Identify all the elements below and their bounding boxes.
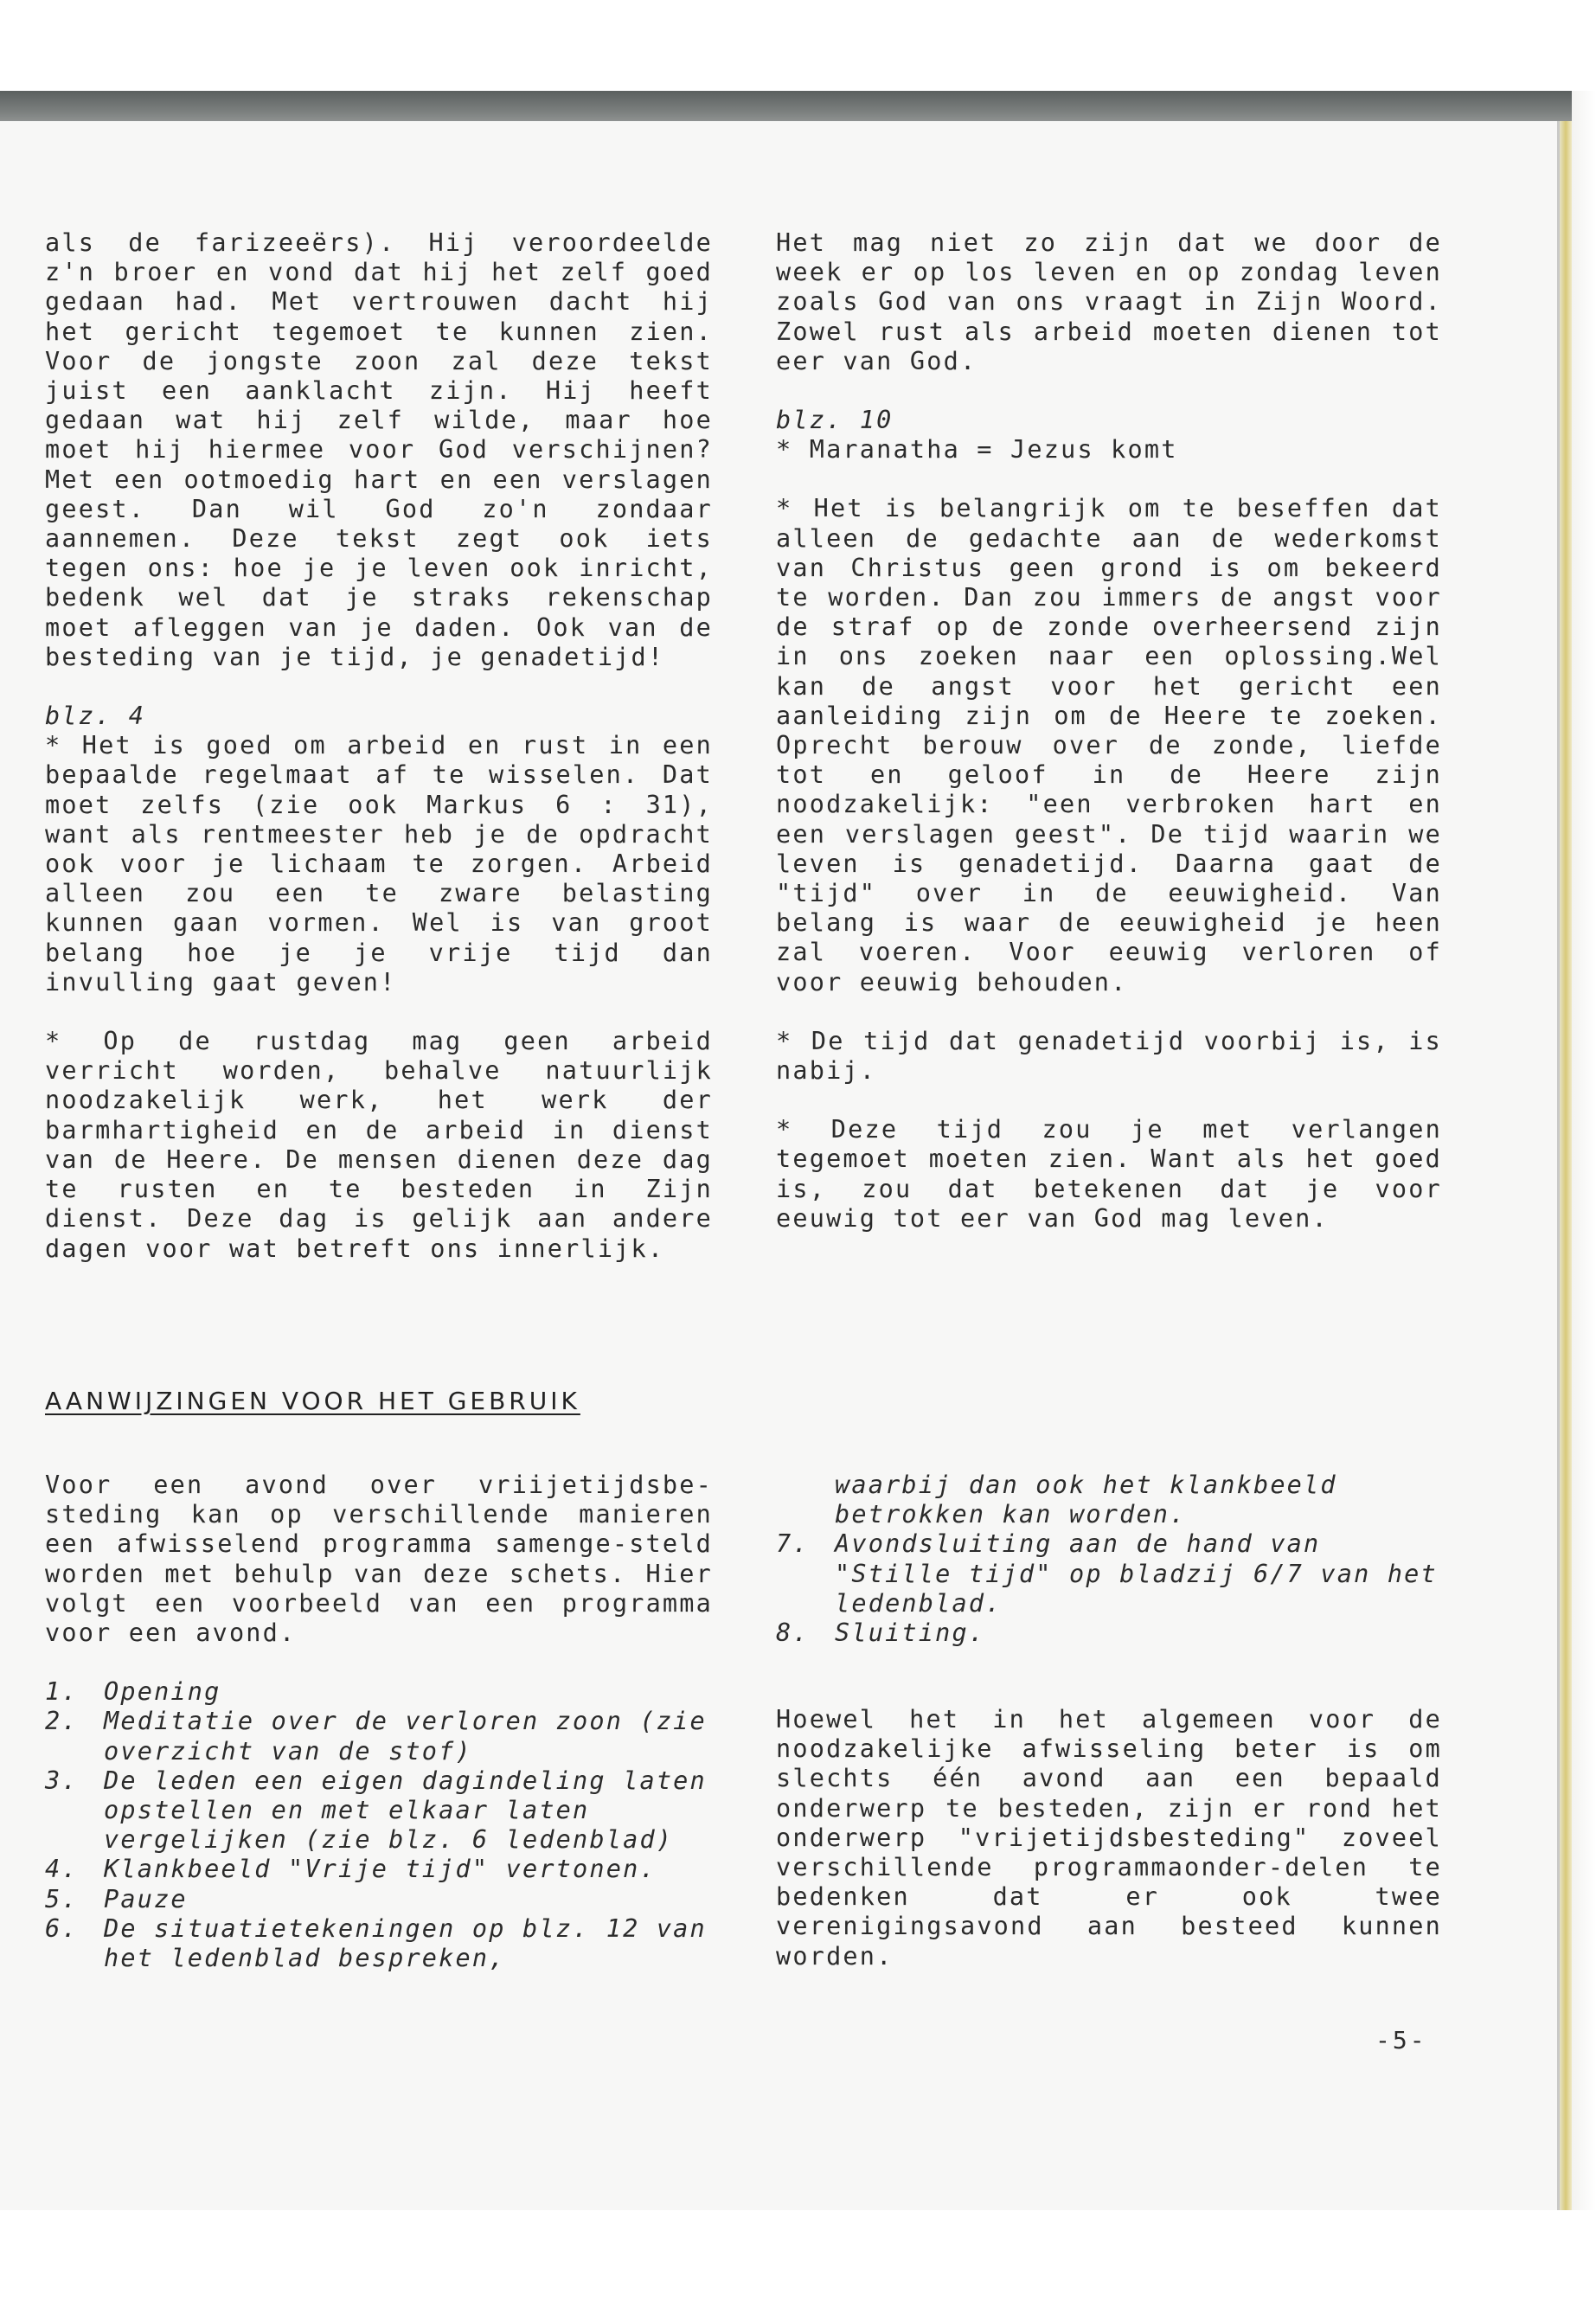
right-column <box>776 228 1442 1263</box>
section-ref: blz. 10 <box>776 406 894 435</box>
section-ref: blz. 4 <box>45 702 146 731</box>
program-list <box>45 1677 713 1973</box>
list-item: 7. Avondsluiting aan de hand van "Stille tijd" op bladzij 6/7 van het ledenblad. <box>776 1529 1438 1618</box>
program-column-right <box>776 1471 1442 1648</box>
list-item: 6. De situatietekeningen op blz. 12 van het ledenblad bespreken, <box>45 1913 707 1973</box>
list-item: 1. Opening <box>45 1677 221 1707</box>
list-item: 8. Sluiting. <box>776 1618 986 1648</box>
section-heading: AANWIJZINGEN VOOR HET GEBRUIK <box>45 1387 580 1415</box>
list-item: 4. Klankbeeld "Vrije tijd" vertonen. <box>45 1855 657 1884</box>
closing-column <box>776 1705 1442 2001</box>
scan-margin <box>1572 91 1596 2210</box>
page-number: -5- <box>1375 2026 1427 2054</box>
paragraph: * Deze tijd zou je met verlangen tegemoet moeten zien. Want als het goed is, zou dat betekenen dat je voor eeuwig tot eer van God mag leven. <box>776 1115 1442 1233</box>
left-column <box>45 228 713 1293</box>
program-list-continued <box>776 1471 1442 1648</box>
closing-paragraph: Hoewel het in het algemeen voor de noodzakelijke afwisseling beter is om slechts één avond aan een bepaald onderwerp te besteden, zijn er rond het onderwerp "vrijetijdsbesteding" zoveel verschillende programmaonder-delen te bedenken dat er ook twee verenigingsavond aan besteed kunnen worden. <box>776 1705 1442 1971</box>
intro-column <box>45 1471 713 1973</box>
list-item: waarbij dan ook het klankbeeld betrokken kan worden. <box>835 1471 1337 1529</box>
list-item: 5. Pauze <box>45 1884 188 1913</box>
paragraph: * De tijd dat genadetijd voorbij is, is nabij. <box>776 1026 1442 1086</box>
paragraph: * Op de rustdag mag geen arbeid verricht worden, behalve natuurlijk noodzakelijk werk, het werk der barmhartigheid en de arbeid in dienst van de Heere. De mensen dienen deze dag te rusten en te besteden in Zijn dienst. Deze dag is gelijk aan andere dagen voor wat betreft ons innerlijk. <box>45 1027 713 1263</box>
paragraph: Het mag niet zo zijn dat we door de week er op los leven en op zondag leven zoals God van ons vraagt in Zijn Woord. Zowel rust als arbeid moeten dienen tot eer van God. <box>776 228 1442 375</box>
paragraph: als de farizeeërs). Hij veroordeelde z'n broer en vond dat hij het zelf goed gedaan had. Met vertrouwen dacht hij het gericht tegemoet te kunnen zien. Voor de jongste zoon zal deze tekst juist een aanklacht zijn. Hij heeft gedaan wat hij zelf wilde, maar hoe moet hij hiermee voor God verschijnen? Met een ootmoedig hart en een verslagen geest. Dan wil God zo'n zondaar aannemen. Deze tekst zegt ook iets tegen ons: hoe je je leven ook inricht, bedenk wel dat je straks rekenschap moet afleggen van je daden. Ook van de besteding van je tijd, je genadetijd! <box>45 228 713 671</box>
scan-background <box>0 0 1596 91</box>
list-item: 3. De leden een eigen dagindeling laten opstellen en met elkaar laten vergelijken (zie blz. 6 ledenblad) <box>45 1766 707 1855</box>
paragraph: * Het is goed om arbeid en rust in een bepaalde regelmaat af te wisselen. Dat moet zelfs (zie ook Markus 6 : 31), want als rentmeester heb je de opdracht ook voor je lichaam te zorgen. Arbeid alleen zou een te zware belasting kunnen gaan vormen. Wel is van groot belang hoe je je vrije tijd dan invulling gaat geven! <box>45 731 713 997</box>
paragraph: * Het is belangrijk om te beseffen dat alleen de gedachte aan de wederkomst van Christus geen grond is om bekeerd te worden. Dan zou immers de angst voor de straf op de zonde overheersend zijn in ons zoeken naar een oplossing.Wel kan de angst voor het gericht een aanleiding zijn om de Heere te zoeken. Oprecht berouw over de zonde, liefde tot en geloof in de Heere zijn noodzakelijk: "een verbroken hart en een verslagen geest". De tijd waarin we leven is genadetijd. Daarna gaat de "tijd" over in de eeuwigheid. Van belang is waar de eeuwigheid je heen zal voeren. Voor eeuwig verloren of voor eeuwig behouden. <box>776 494 1442 997</box>
paragraph: * Maranatha = Jezus komt <box>776 435 1178 465</box>
intro-paragraph: Voor een avond over vriijetijdsbe-steding kan op verschillende manieren een afwisselend programma samenge-steld worden met behulp van deze schets. Hier volgt een voorbeeld van een programma voor een avond. <box>45 1471 713 1648</box>
list-item: 2. Meditatie over de verloren zoon (zie overzicht van de stof) <box>45 1707 707 1766</box>
binding-edge <box>1560 121 1572 2210</box>
